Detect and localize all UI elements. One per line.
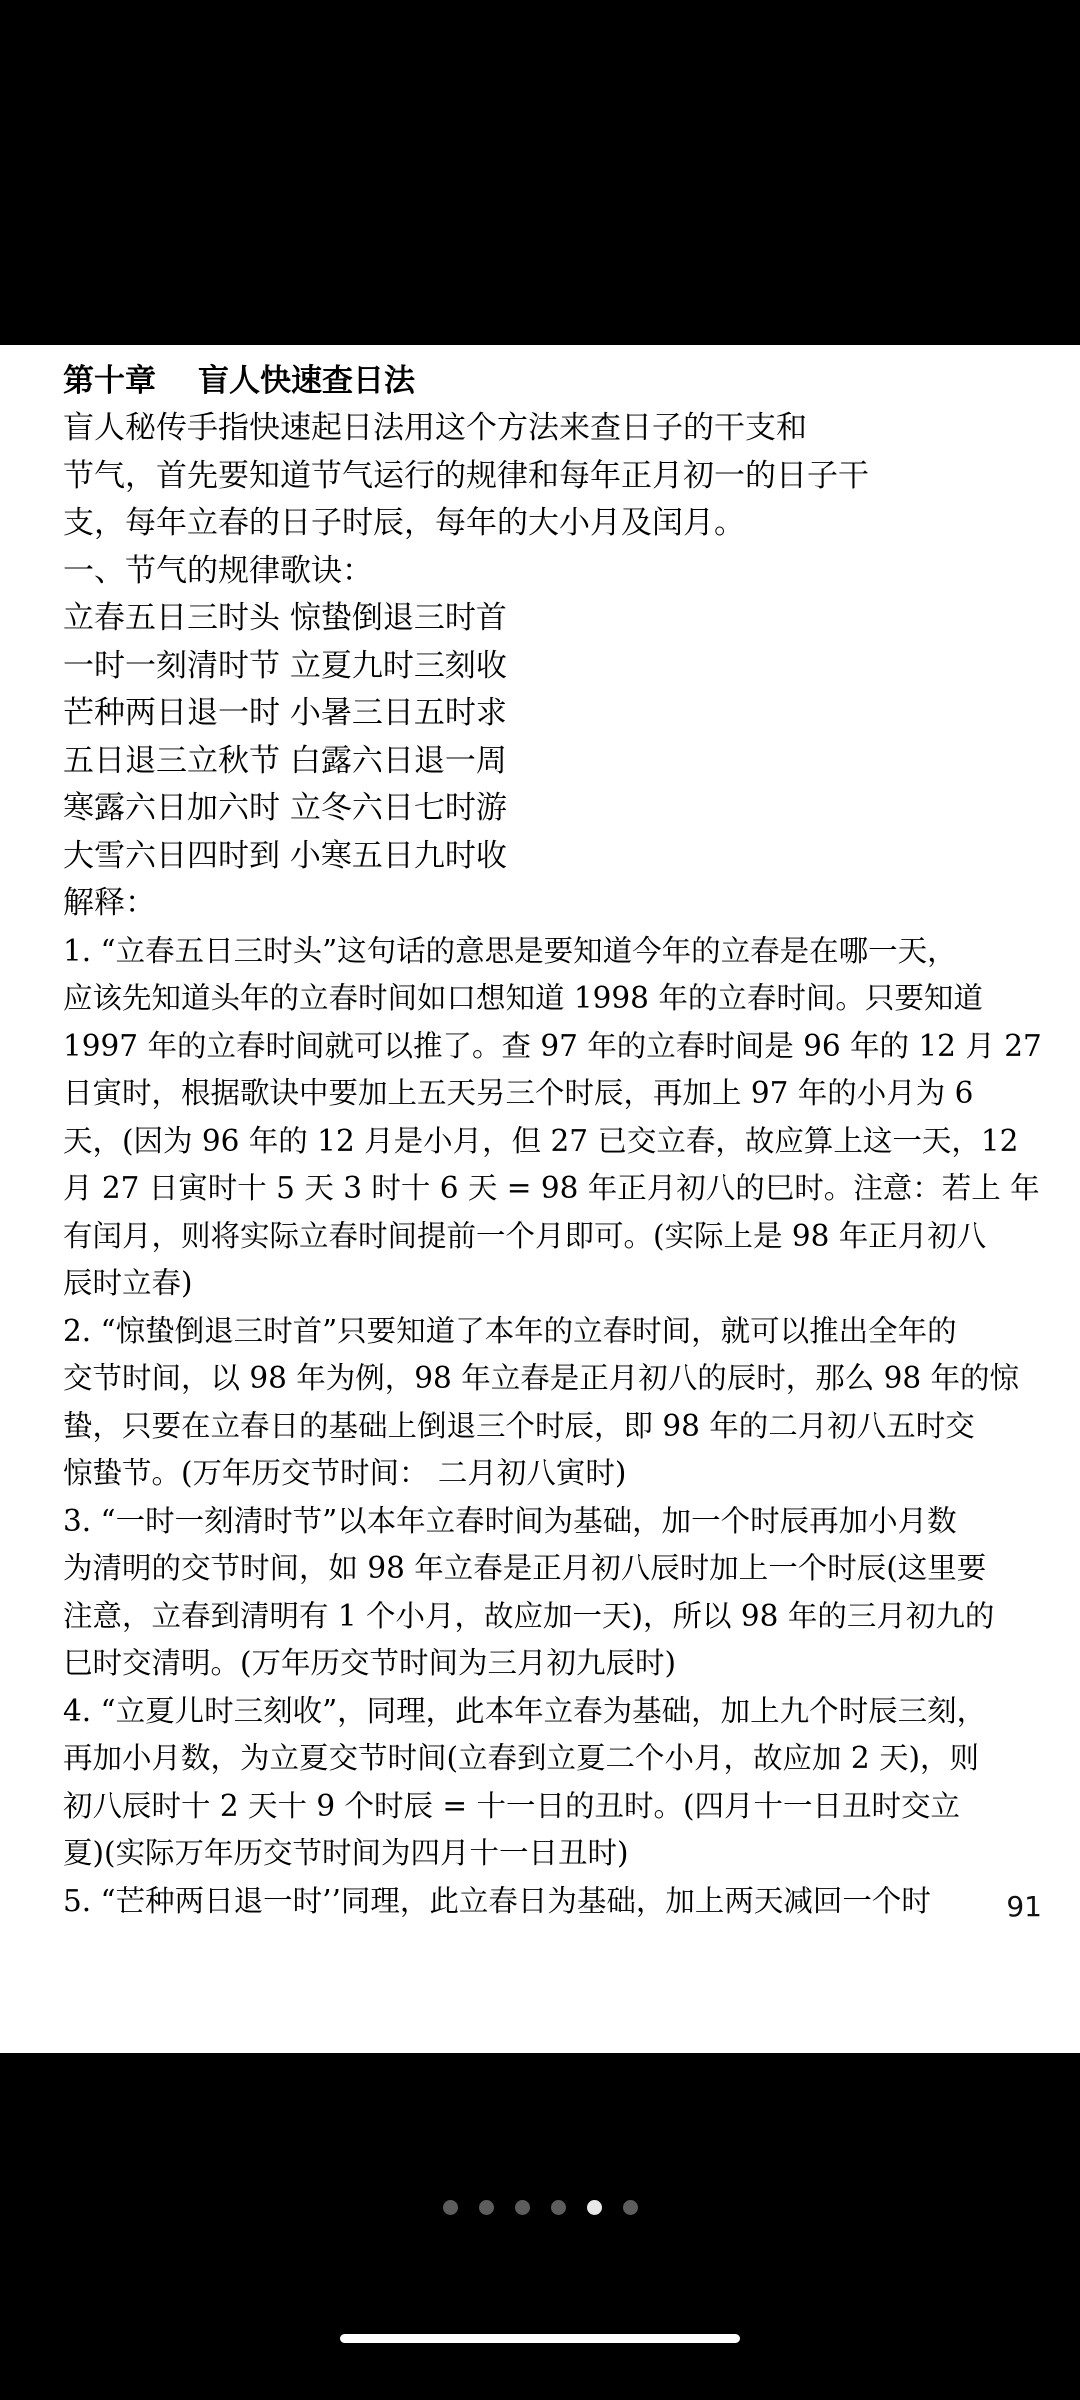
document-page xyxy=(0,345,1080,2053)
explanation-line: 夏)(实际万年历交节时间为四月十一日丑时) xyxy=(63,1836,629,1870)
explanation-line: 1. “立春五日三时头”这句话的意思是要知道今年的立春是在哪一天， xyxy=(63,933,957,968)
page-dot[interactable] xyxy=(443,2200,458,2215)
explanation-line: 月 27 日寅时十 5 天 3 时十 6 天 = 98 年正月初八的巳时。注意：若上 年 xyxy=(63,1171,1040,1205)
page-dot[interactable] xyxy=(551,2200,566,2215)
page-indicator xyxy=(0,2200,1080,2215)
explanation-line: 蛰，只要在立春日的基础上倒退三个时辰，即 98 年的二月初八五时交 xyxy=(63,1408,975,1443)
explanation-line: 1997 年的立春时间就可以推了。查 97 年的立春时间是 96 年的 12 月 27 xyxy=(63,1028,1042,1063)
explanation-line: 日寅时，根据歌诀中要加上五天另三个时辰，再加上 97 年的小月为 6 xyxy=(63,1076,974,1110)
explanation-line: 为清明的交节时间，如 98 年立春是正月初八辰时加上一个时辰(这里要 xyxy=(63,1551,987,1585)
chapter-title: 盲人快速查日法 xyxy=(198,363,415,399)
chapter-number: 第十章 xyxy=(63,363,156,399)
explanation-line: 再加小月数，为立夏交节时间(立春到立夏二个小月，故应加 2 天)，则 xyxy=(63,1741,980,1775)
explanation-line: 巳时交清明。(万年历交节时间为三月初九辰时) xyxy=(63,1646,677,1680)
explanation-line: 4. “立夏儿时三刻收”，同理，此本年立春为基础，加上九个时辰三刻， xyxy=(63,1693,987,1728)
explanation-line: 惊蛰节。(万年历交节时间： 二月初八寅时) xyxy=(63,1456,627,1490)
intro-line: 盲人秘传手指快速起日法用这个方法来查日子的干支和 xyxy=(63,410,807,446)
explanation-heading: 解释： xyxy=(63,885,156,921)
chapter-heading xyxy=(63,357,1050,405)
explanation-line: 初八辰时十 2 天十 9 个时辰 = 十一日的丑时。(四月十一日丑时交立 xyxy=(63,1788,961,1823)
explanation-line: 2. “惊蛰倒退三时首”只要知道了本年的立春时间，就可以推出全年的 xyxy=(63,1313,957,1348)
verse-line: 大雪六日四时到 小寒五日九时收 xyxy=(63,837,507,874)
explanation-line: 有闰月，则将实际立春时间提前一个月即可。(实际上是 98 年正月初八 xyxy=(63,1218,987,1253)
verse-line: 寒露六日加六时 立冬六日七时游 xyxy=(63,790,507,826)
explanation-line: 辰时立春) xyxy=(63,1266,193,1300)
intro-line: 节气，首先要知道节气运行的规律和每年正月初一的日子干 xyxy=(63,457,869,494)
section-heading: 一、节气的规律歌诀： xyxy=(63,552,373,589)
page-dot[interactable] xyxy=(479,2200,494,2215)
explanation-line: 3. “一时一刻清时节”以本年立春时间为基础，加一个时辰再加小月数 xyxy=(63,1503,957,1538)
explanation-line: 天，(因为 96 年的 12 月是小月，但 27 已交立春，故应算上这一天，12 xyxy=(63,1123,1019,1158)
page-dot[interactable] xyxy=(515,2200,530,2215)
page-dot[interactable] xyxy=(623,2200,638,2215)
page-dot[interactable] xyxy=(587,2200,602,2215)
verse-line: 一时一刻清时节 立夏九时三刻收 xyxy=(63,647,507,684)
page-number: 91 xyxy=(1006,1890,1042,1923)
intro-line: 支，每年立春的日子时辰，每年的大小月及闰月。 xyxy=(63,505,745,541)
explanation-line: 注意，立春到清明有 1 个小月，故应加一天)，所以 98 年的三月初九的 xyxy=(63,1598,995,1633)
explanation-line: 应该先知道头年的立春时间如口想知道 1998 年的立春时间。只要知道 xyxy=(63,981,983,1015)
explanation-line: 交节时间，以 98 年为例，98 年立春是正月初八的辰时，那么 98 年的惊 xyxy=(63,1361,1019,1395)
verse-line: 立春五日三时头 惊蛰倒退三时首 xyxy=(63,600,507,636)
verse-line: 五日退三立秋节 白露六日退一周 xyxy=(63,742,507,779)
home-indicator[interactable] xyxy=(340,2334,740,2343)
explanation-line: 5. “芒种两日退一时’’同理，此立春日为基础，加上两天减回一个时 xyxy=(63,1883,931,1918)
verse-line: 芒种两日退一时 小暑三日五时求 xyxy=(63,695,507,731)
